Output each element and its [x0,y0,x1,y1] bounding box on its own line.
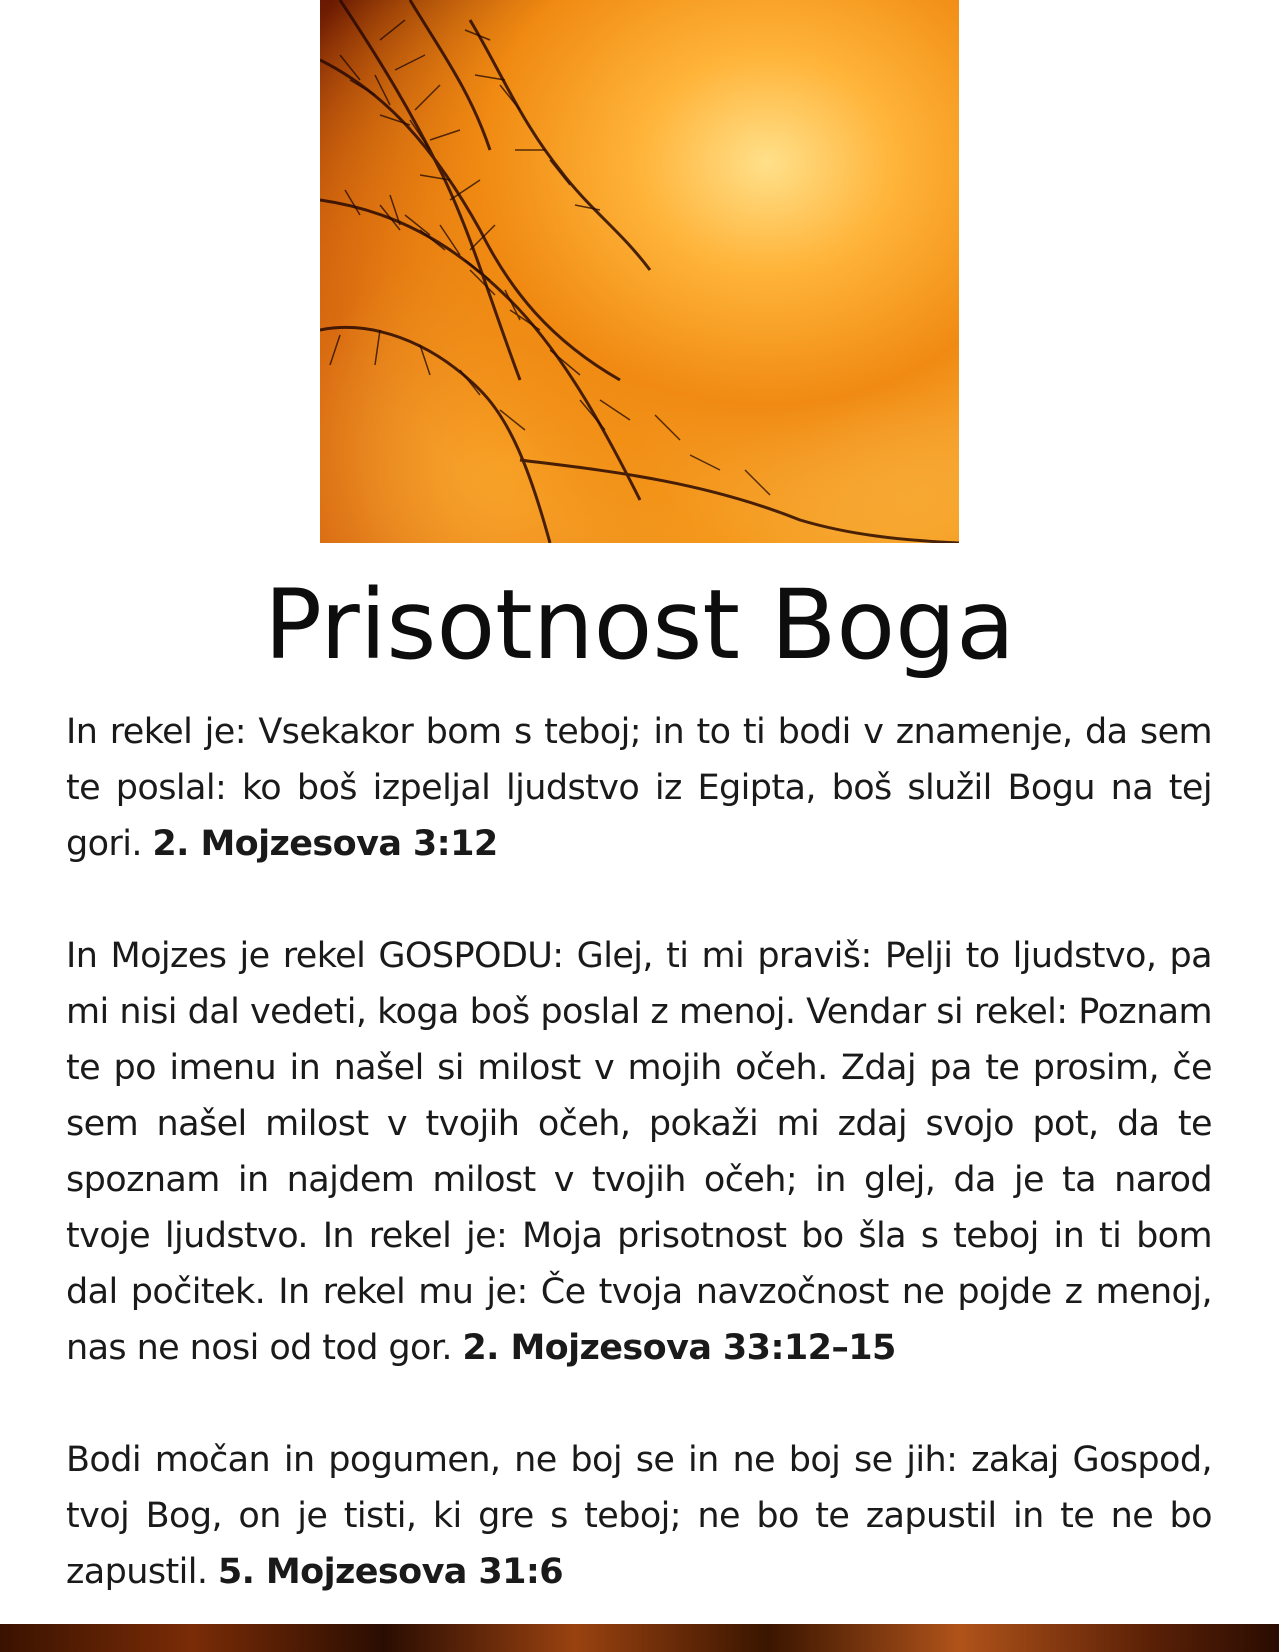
passage-reference: 2. Mojzesova 33:12–15 [462,1328,896,1368]
passage-3 [66,1432,1212,1600]
scripture-passages [66,704,1212,1652]
passage-reference: 2. Mojzesova 3:12 [152,824,498,864]
passage-2 [66,928,1212,1376]
passage-reference: 5. Mojzesova 31:6 [217,1552,564,1592]
page-title: Prisotnost Boga [264,569,1015,681]
tree-branches-silhouette [320,0,959,543]
passage-text: Bodi močan in pogumen, ne boj se in ne boj se jih: zakaj Gospod, tvoj Bog, on je tisti, ki gre s teboj; ne bo te zapustil in te ne bo zapustil. [66,1440,1212,1592]
burning-bush-image [320,0,959,543]
passage-1 [66,704,1212,872]
passage-text: In rekel je: Vsekakor bom s teboj; in to ti bodi v znamenje, da sem te poslal: ko boš izpeljal ljudstvo iz Egipta, boš služil Bogu na tej gori. [66,712,1212,864]
passage-text: In Mojzes je rekel GOSPODU: Glej, ti mi praviš: Pelji to ljudstvo, pa mi nisi dal vedeti, koga boš poslal z menoj. Vendar si rekel: Poznam te po imenu in našel si milost v mojih očeh. Zdaj pa te prosim, če sem našel milost v tvojih očeh, pokaži mi zdaj svojo pot, da te spoznam in najdem milost v tvojih očeh; in glej, da je ta narod tvoje ljudstvo. In rekel je: Moja prisotnost bo šla s teboj in ti bom dal počitek. In rekel mu je: Če tvoja navzočnost ne pojde z menoj, nas ne nosi od tod gor. [66,936,1212,1368]
fire-image-strip [0,1624,1279,1652]
